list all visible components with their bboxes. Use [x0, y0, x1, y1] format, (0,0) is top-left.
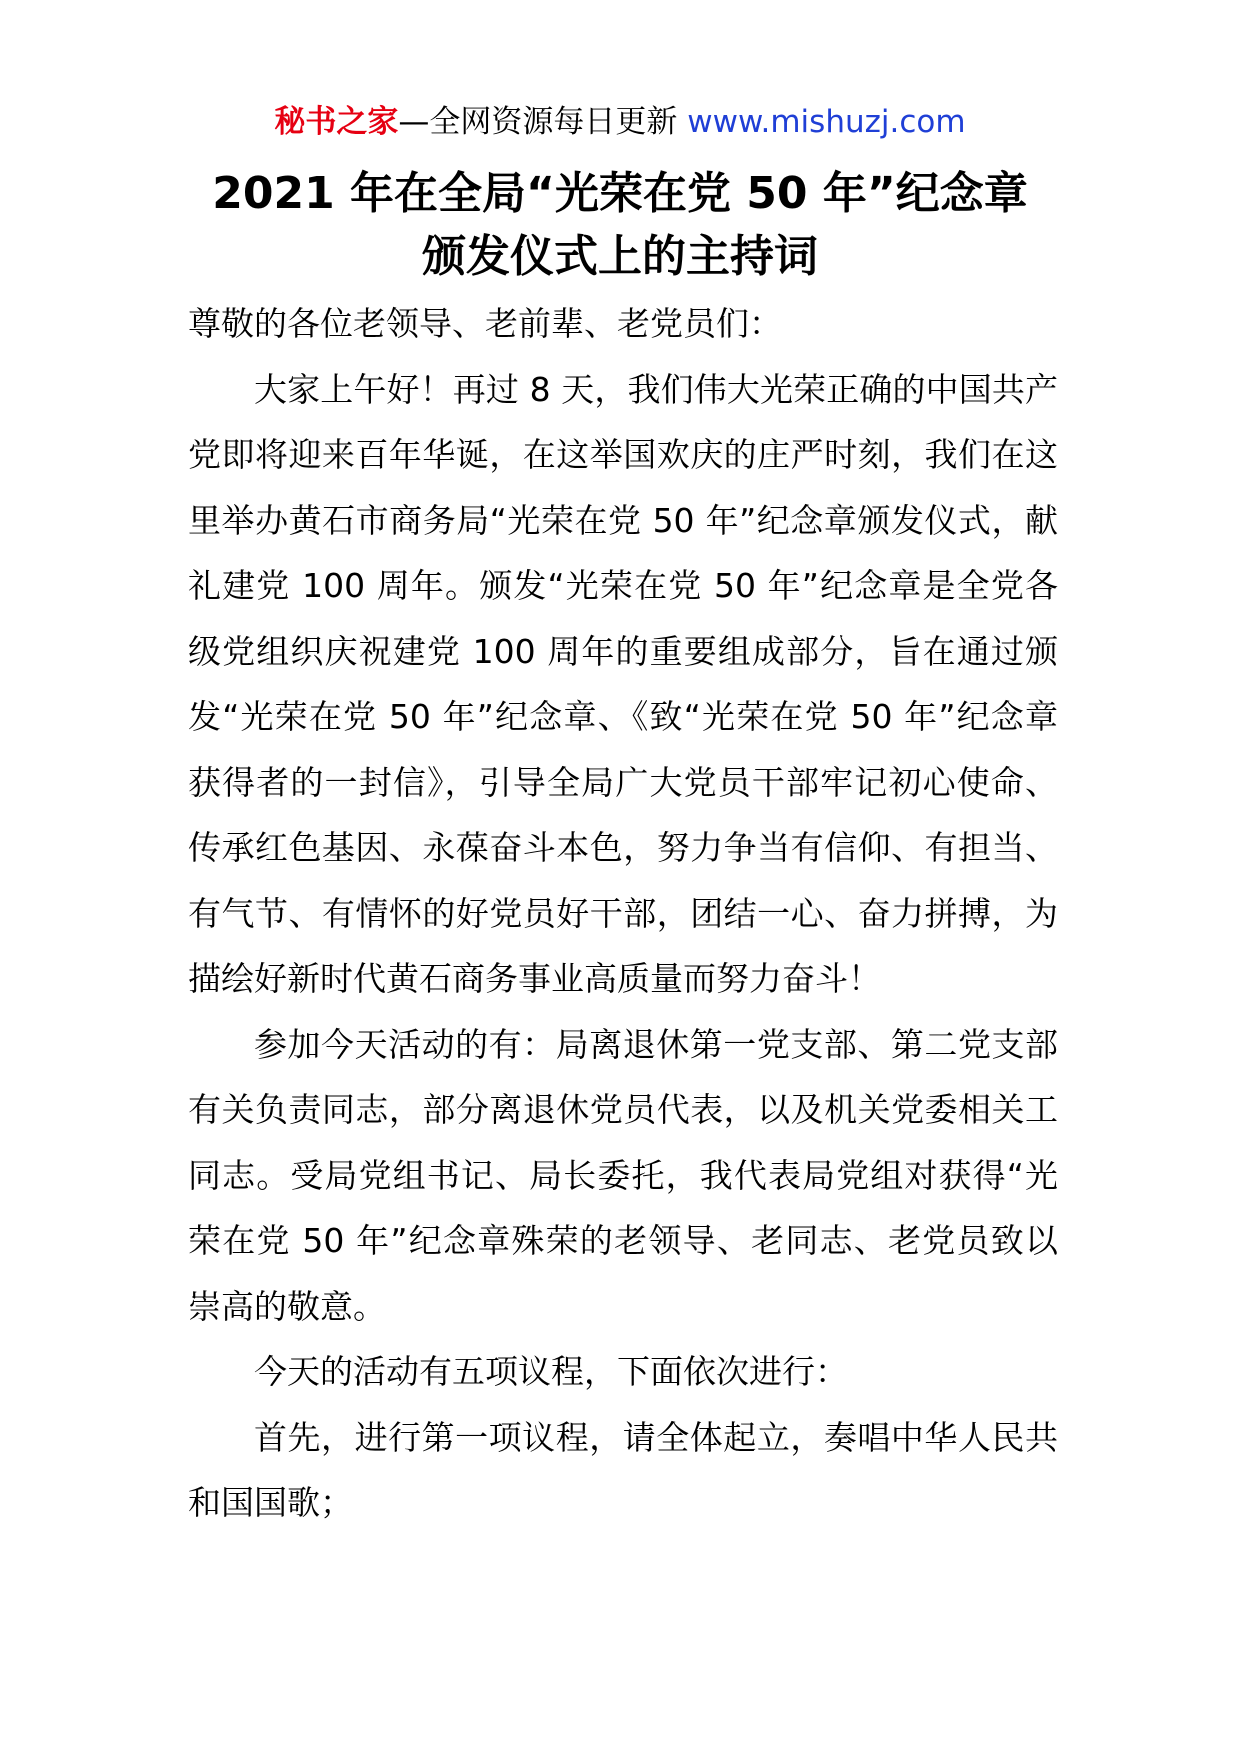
document-body [188, 291, 1058, 1536]
document-title [150, 162, 1090, 288]
site-url-link[interactable]: www.mishuzj.com [687, 104, 966, 140]
site-header [0, 100, 1240, 144]
paragraph-agenda-item-1: 首先，进行第一项议程，请全体起立，奏唱中华人民共和国国歌； [188, 1417, 1058, 1522]
paragraph-attendees: 参加今天活动的有：局离退休第一党支部、第二党支部有关负责同志，部分离退休党员代表，以及机关党委相关工同志。受局党组书记、局长委托，我代表局党组对获得“光荣在党 50 年”纪念章殊荣的老领导、老同志、老党员致以崇高的敬意。 [188, 1024, 1058, 1326]
site-brand: 秘书之家 [274, 104, 399, 140]
title-line-1: 2021 年在全局“光荣在党 50 年”纪念章 [212, 168, 1028, 219]
site-slogan: —全网资源每日更新 [398, 104, 688, 140]
paragraph-opening: 大家上午好！再过 8 天，我们伟大光荣正确的中国共产党即将迎来百年华诞，在这举国欢庆的庄严时刻，我们在这里举办黄石市商务局“光荣在党 50 年”纪念章颁发仪式，献礼建党 100 周年。颁发“光荣在党 50 年”纪念章是全党各级党组织庆祝建党 100 周年的重要组成部分，旨在通过颁发“光荣在党 50 年”纪念章、《致“光荣在党 50 年”纪念章获得者的一封信》，引导全局广大党员干部牢记初心使命、传承红色基因、永葆奋斗本色，努力争当有信仰、有担当、有气节、有情怀的好党员好干部，团结一心、奋力拼搏，为描绘好新时代黄石商务事业高质量而努力奋斗！ [188, 369, 1058, 998]
paragraph-agenda-intro: 今天的活动有五项议程，下面依次进行： [254, 1352, 848, 1391]
title-line-2: 颁发仪式上的主持词 [422, 231, 818, 282]
salutation: 尊敬的各位老领导、老前辈、老党员们： [188, 304, 782, 343]
